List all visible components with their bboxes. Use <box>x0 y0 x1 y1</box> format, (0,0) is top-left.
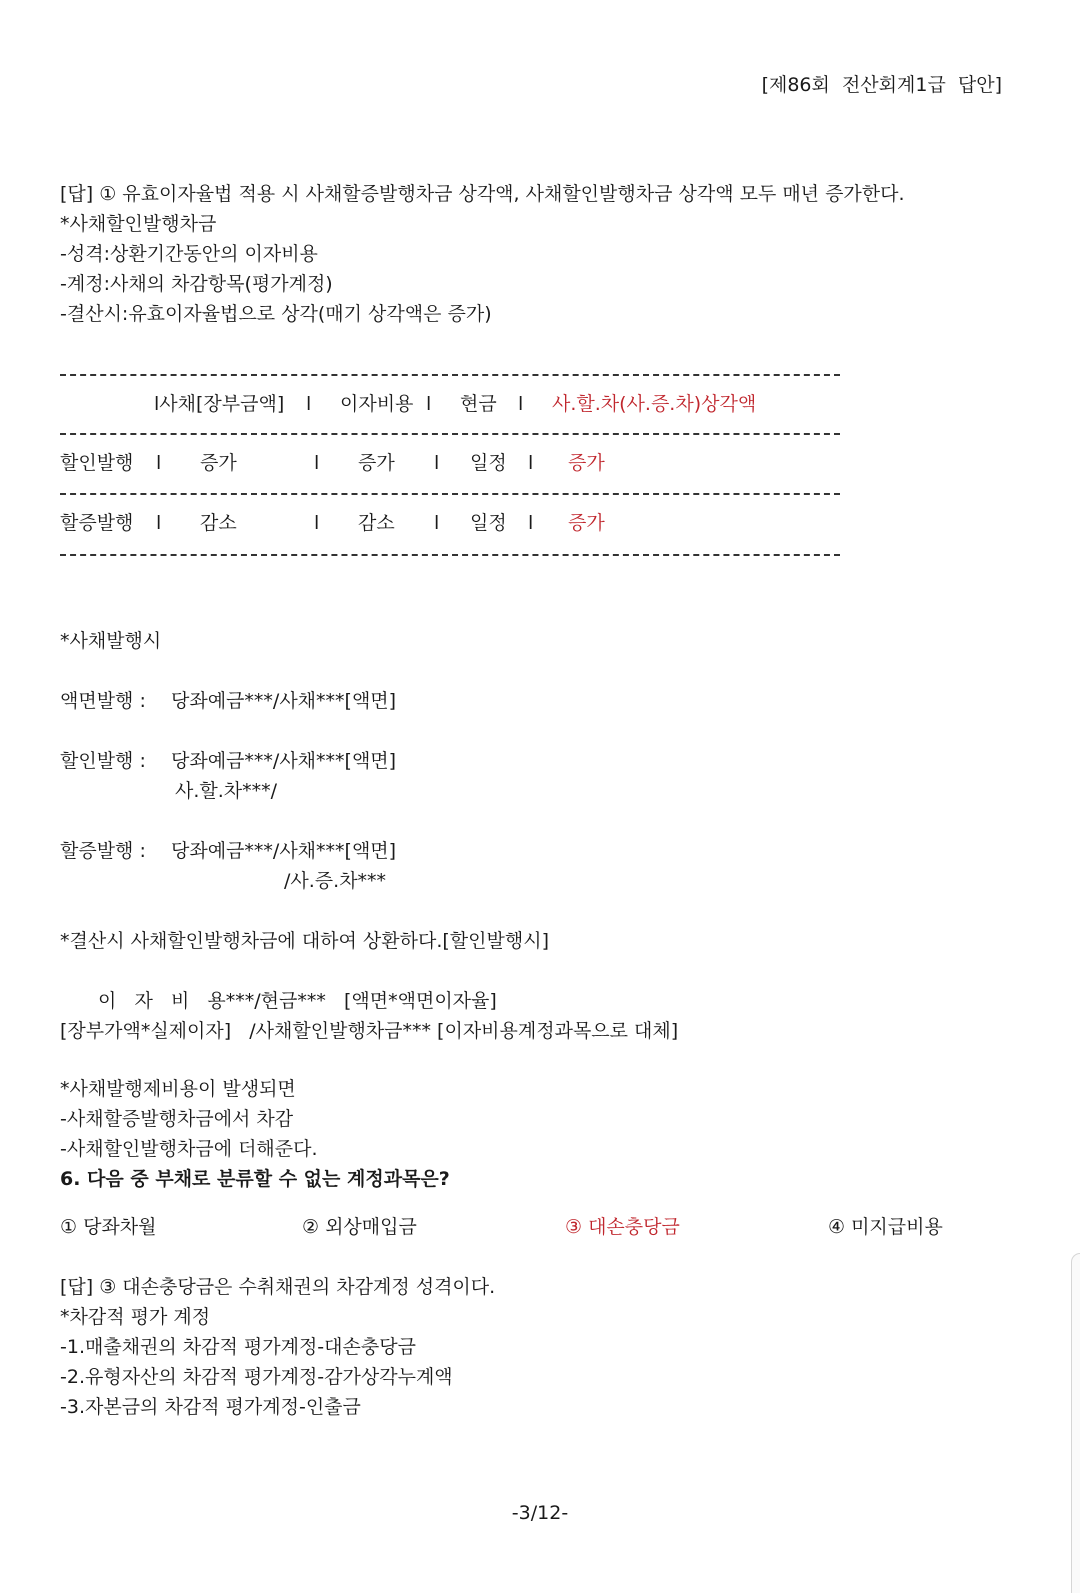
row-bar: l <box>314 452 320 474</box>
table-rule <box>60 554 840 556</box>
answer6-line5: -3.자본금의 차감적 평가계정-인출금 <box>60 1396 361 1418</box>
row-bond: 감소 <box>200 512 237 534</box>
header-amortization: 사.할.차(사.증.차)상각액 <box>552 393 757 415</box>
discount-issue-label: 할인발행 : <box>60 750 146 772</box>
row-cash: 일정 <box>470 452 507 474</box>
table-rule <box>60 374 840 376</box>
header-cash: 현금 <box>460 393 497 415</box>
table-rule <box>60 493 840 495</box>
row-bar: l <box>528 452 534 474</box>
page-number: -3/12- <box>511 1502 569 1524</box>
table-row <box>60 449 860 477</box>
answer6-line4: -2.유형자산의 차감적 평가계정-감가상각누계액 <box>60 1366 453 1388</box>
answer6-line2: *차감적 평가 계정 <box>60 1306 211 1328</box>
row-type: 할증발행 <box>60 512 134 534</box>
row-bar: l <box>314 512 320 534</box>
issuance-title: *사채발행시 <box>60 630 162 652</box>
answer6-line1: [답] ③ 대손충당금은 수취채권의 차감계정 성격이다. <box>60 1276 496 1298</box>
row-cash: 일정 <box>470 512 507 534</box>
row-bond: 증가 <box>200 452 237 474</box>
par-issue-label: 액면발행 : <box>60 690 146 712</box>
settlement-title: *결산시 사채할인발행차금에 대하여 상환하다.[할인발행시] <box>60 930 549 952</box>
premium-issue-label: 할증발행 : <box>60 840 146 862</box>
header-interest: 이자비용 <box>340 393 414 415</box>
discount-issue-entry2: 사.할.차***/ <box>175 780 278 802</box>
table-row <box>60 509 860 537</box>
cost-line3: -사채할인발행차금에 더해준다. <box>60 1138 318 1160</box>
cost-line1: *사채발행제비용이 발생되면 <box>60 1078 296 1100</box>
scroll-handle[interactable] <box>1071 1253 1080 1593</box>
document-header: [제86회 전산회계1급 답안] <box>761 74 1002 96</box>
premium-issue-entry2: /사.증.차*** <box>284 870 387 892</box>
row-interest: 감소 <box>358 512 395 534</box>
answer5-line5: -결산시:유효이자율법으로 상각(매기 상각액은 증가) <box>60 303 492 325</box>
row-bar: l <box>434 452 440 474</box>
row-bar: l <box>528 512 534 534</box>
cost-line2: -사채할증발행차금에서 차감 <box>60 1108 294 1130</box>
question6-option-3-answer: ③ 대손충당금 <box>565 1216 680 1238</box>
question6-option-2: ② 외상매입금 <box>302 1216 417 1238</box>
discount-issue-entry: 당좌예금***/사채***[액면] <box>171 750 397 772</box>
answer5-line1: [답] ① 유효이자율법 적용 시 사채할증발행차금 상각액, 사채할인발행차금 상각액 모두 매년 증가한다. <box>60 183 905 205</box>
row-interest: 증가 <box>358 452 395 474</box>
header-bar: l <box>306 393 312 415</box>
answer5-line4: -계정:사채의 차감항목(평가계정) <box>60 273 333 295</box>
row-bar: l <box>156 512 162 534</box>
answer5-line3: -성격:상환기간동안의 이자비용 <box>60 243 318 265</box>
row-amortization: 증가 <box>568 452 605 474</box>
par-issue-entry: 당좌예금***/사채***[액면] <box>171 690 397 712</box>
settlement-entry1: 이 자 비 용***/현금*** [액면*액면이자율] <box>98 990 497 1012</box>
table-header-row <box>60 390 860 418</box>
question6-option-1: ① 당좌차월 <box>60 1216 157 1238</box>
settlement-entry2: [장부가액*실제이자] /사채할인발행차금*** [이자비용계정과목으로 대체] <box>60 1020 679 1042</box>
header-bar: l <box>426 393 432 415</box>
header-bar: l <box>518 393 524 415</box>
row-bar: l <box>156 452 162 474</box>
row-type: 할인발행 <box>60 452 134 474</box>
header-bond: l사채[장부금액] <box>154 393 285 415</box>
answer6-line3: -1.매출채권의 차감적 평가계정-대손충당금 <box>60 1336 416 1358</box>
row-bar: l <box>434 512 440 534</box>
premium-issue-entry: 당좌예금***/사채***[액면] <box>171 840 397 862</box>
answer5-line2: *사채할인발행차금 <box>60 213 217 235</box>
question6-option-4: ④ 미지급비용 <box>828 1216 943 1238</box>
table-rule <box>60 433 840 435</box>
row-amortization: 증가 <box>568 512 605 534</box>
question6-text: 6. 다음 중 부채로 분류할 수 없는 계정과목은? <box>60 1168 450 1190</box>
